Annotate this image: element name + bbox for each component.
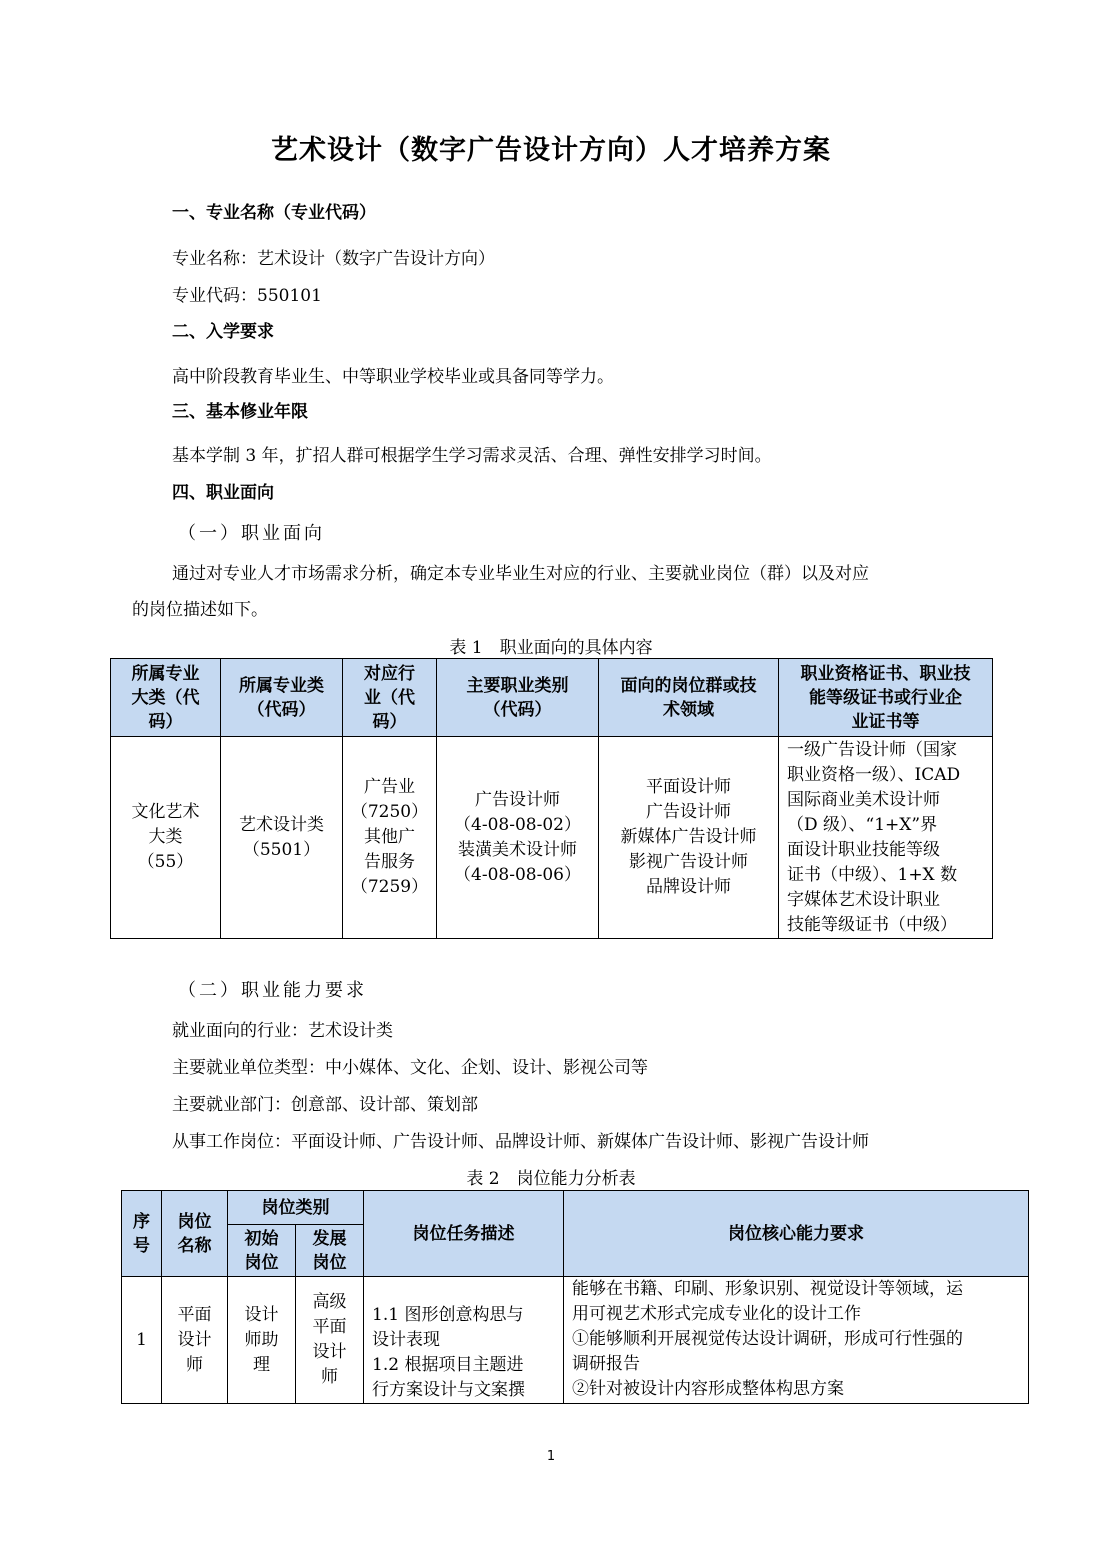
major-code-line: 专业代码：550101 xyxy=(172,286,322,306)
table-2-header-cell: 岗位核心能力要求 xyxy=(564,1191,1029,1277)
ability-line: 主要就业部门：创意部、设计部、策划部 xyxy=(172,1095,478,1115)
section-4-heading: 四、职业面向 xyxy=(172,483,274,503)
table-1-header-cell: 所属专业 大类（代 码） xyxy=(111,659,221,737)
table-1-caption: 表 1 职业面向的具体内容 xyxy=(449,638,653,658)
table-1-cell: 平面设计师 广告设计师 新媒体广告设计师 影视广告设计师 品牌设计师 xyxy=(599,737,779,939)
duration-text: 基本学制 3 年，扩招人群可根据学生学习需求灵活、合理、弹性安排学习时间。 xyxy=(172,446,772,466)
table-1-header-cell: 面向的岗位群或技 术领域 xyxy=(599,659,779,737)
table-2-header-cell: 岗位 名称 xyxy=(162,1191,228,1277)
table-1-header-cell: 主要职业类别 （代码） xyxy=(437,659,599,737)
table-2 xyxy=(121,1190,1029,1404)
table-2-header-cell: 发展 岗位 xyxy=(296,1225,364,1277)
admission-text: 高中阶段教育毕业生、中等职业学校毕业或具备同等学力。 xyxy=(172,367,614,387)
table-1-cell: 艺术设计类 （5501） xyxy=(221,737,343,939)
ability-line: 从事工作岗位：平面设计师、广告设计师、品牌设计师、新媒体广告设计师、影视广告设计师 xyxy=(172,1132,869,1152)
section-1-heading: 一、专业名称（专业代码） xyxy=(172,203,376,223)
table-2-header-cell: 初始 岗位 xyxy=(228,1225,296,1277)
table-2-cell: 1 xyxy=(122,1277,162,1404)
table-1-header-cell: 对应行 业（代 码） xyxy=(343,659,437,737)
table-1 xyxy=(110,658,993,939)
table-2-cell: 能够在书籍、印刷、形象识别、视觉设计等领域，运 用可视艺术形式完成专业化的设计工作 ①能够顺利开展视觉传达设计调研，形成可行性强的 调研报告 ②针对被设计内容形成整体构思方案 xyxy=(564,1277,1029,1404)
table-1-cell: 广告设计师 （4-08-08-02） 装潢美术设计师 （4-08-08-06） xyxy=(437,737,599,939)
table-2-cell: 平面 设计 师 xyxy=(162,1277,228,1404)
table-2-cell: 设计 师助 理 xyxy=(228,1277,296,1404)
ability-line: 就业面向的行业：艺术设计类 xyxy=(172,1021,393,1041)
subsection-1-heading: （一）职业面向 xyxy=(178,523,325,544)
subsection-2-heading: （二）职业能力要求 xyxy=(178,980,367,1001)
major-name-line: 专业名称：艺术设计（数字广告设计方向） xyxy=(172,249,495,269)
table-2-header-cell: 岗位任务描述 xyxy=(364,1191,564,1277)
table-1-header-cell: 所属专业类 （代码） xyxy=(221,659,343,737)
table-1-cell: 广告业 （7250） 其他广 告服务 （7259） xyxy=(343,737,437,939)
section-3-heading: 三、基本修业年限 xyxy=(172,402,308,422)
document-title: 艺术设计（数字广告设计方向）人才培养方案 xyxy=(271,135,831,166)
table-2-header-cell: 岗位类别 xyxy=(228,1191,364,1225)
table-2-cell: 高级 平面 设计 师 xyxy=(296,1277,364,1404)
table-2-caption: 表 2 岗位能力分析表 xyxy=(466,1169,636,1189)
table-1-cell: 一级广告设计师（国家 职业资格一级）、ICAD 国际商业美术设计师 （D 级）、“1+X”界 面设计职业技能等级 证书（中级）、1+X 数 字媒体艺术设计职业 技能等级证书（中级） xyxy=(779,737,993,939)
table-1-cell: 文化艺术 大类 （55） xyxy=(111,737,221,939)
table-1-header-cell: 职业资格证书、职业技 能等级证书或行业企 业证书等 xyxy=(779,659,993,737)
ability-line: 主要就业单位类型：中小媒体、文化、企划、设计、影视公司等 xyxy=(172,1058,648,1078)
table-2-header-cell: 序 号 xyxy=(122,1191,162,1277)
table-2-cell: 1.1 图形创意构思与 设计表现 1.2 根据项目主题进 行方案设计与文案撰 xyxy=(364,1277,564,1404)
page-number: 1 xyxy=(546,1449,556,1464)
section-2-heading: 二、入学要求 xyxy=(172,322,274,342)
intro-line-1: 通过对专业人才市场需求分析，确定本专业毕业生对应的行业、主要就业岗位（群）以及对应 xyxy=(172,564,869,584)
intro-line-2: 的岗位描述如下。 xyxy=(132,600,268,620)
